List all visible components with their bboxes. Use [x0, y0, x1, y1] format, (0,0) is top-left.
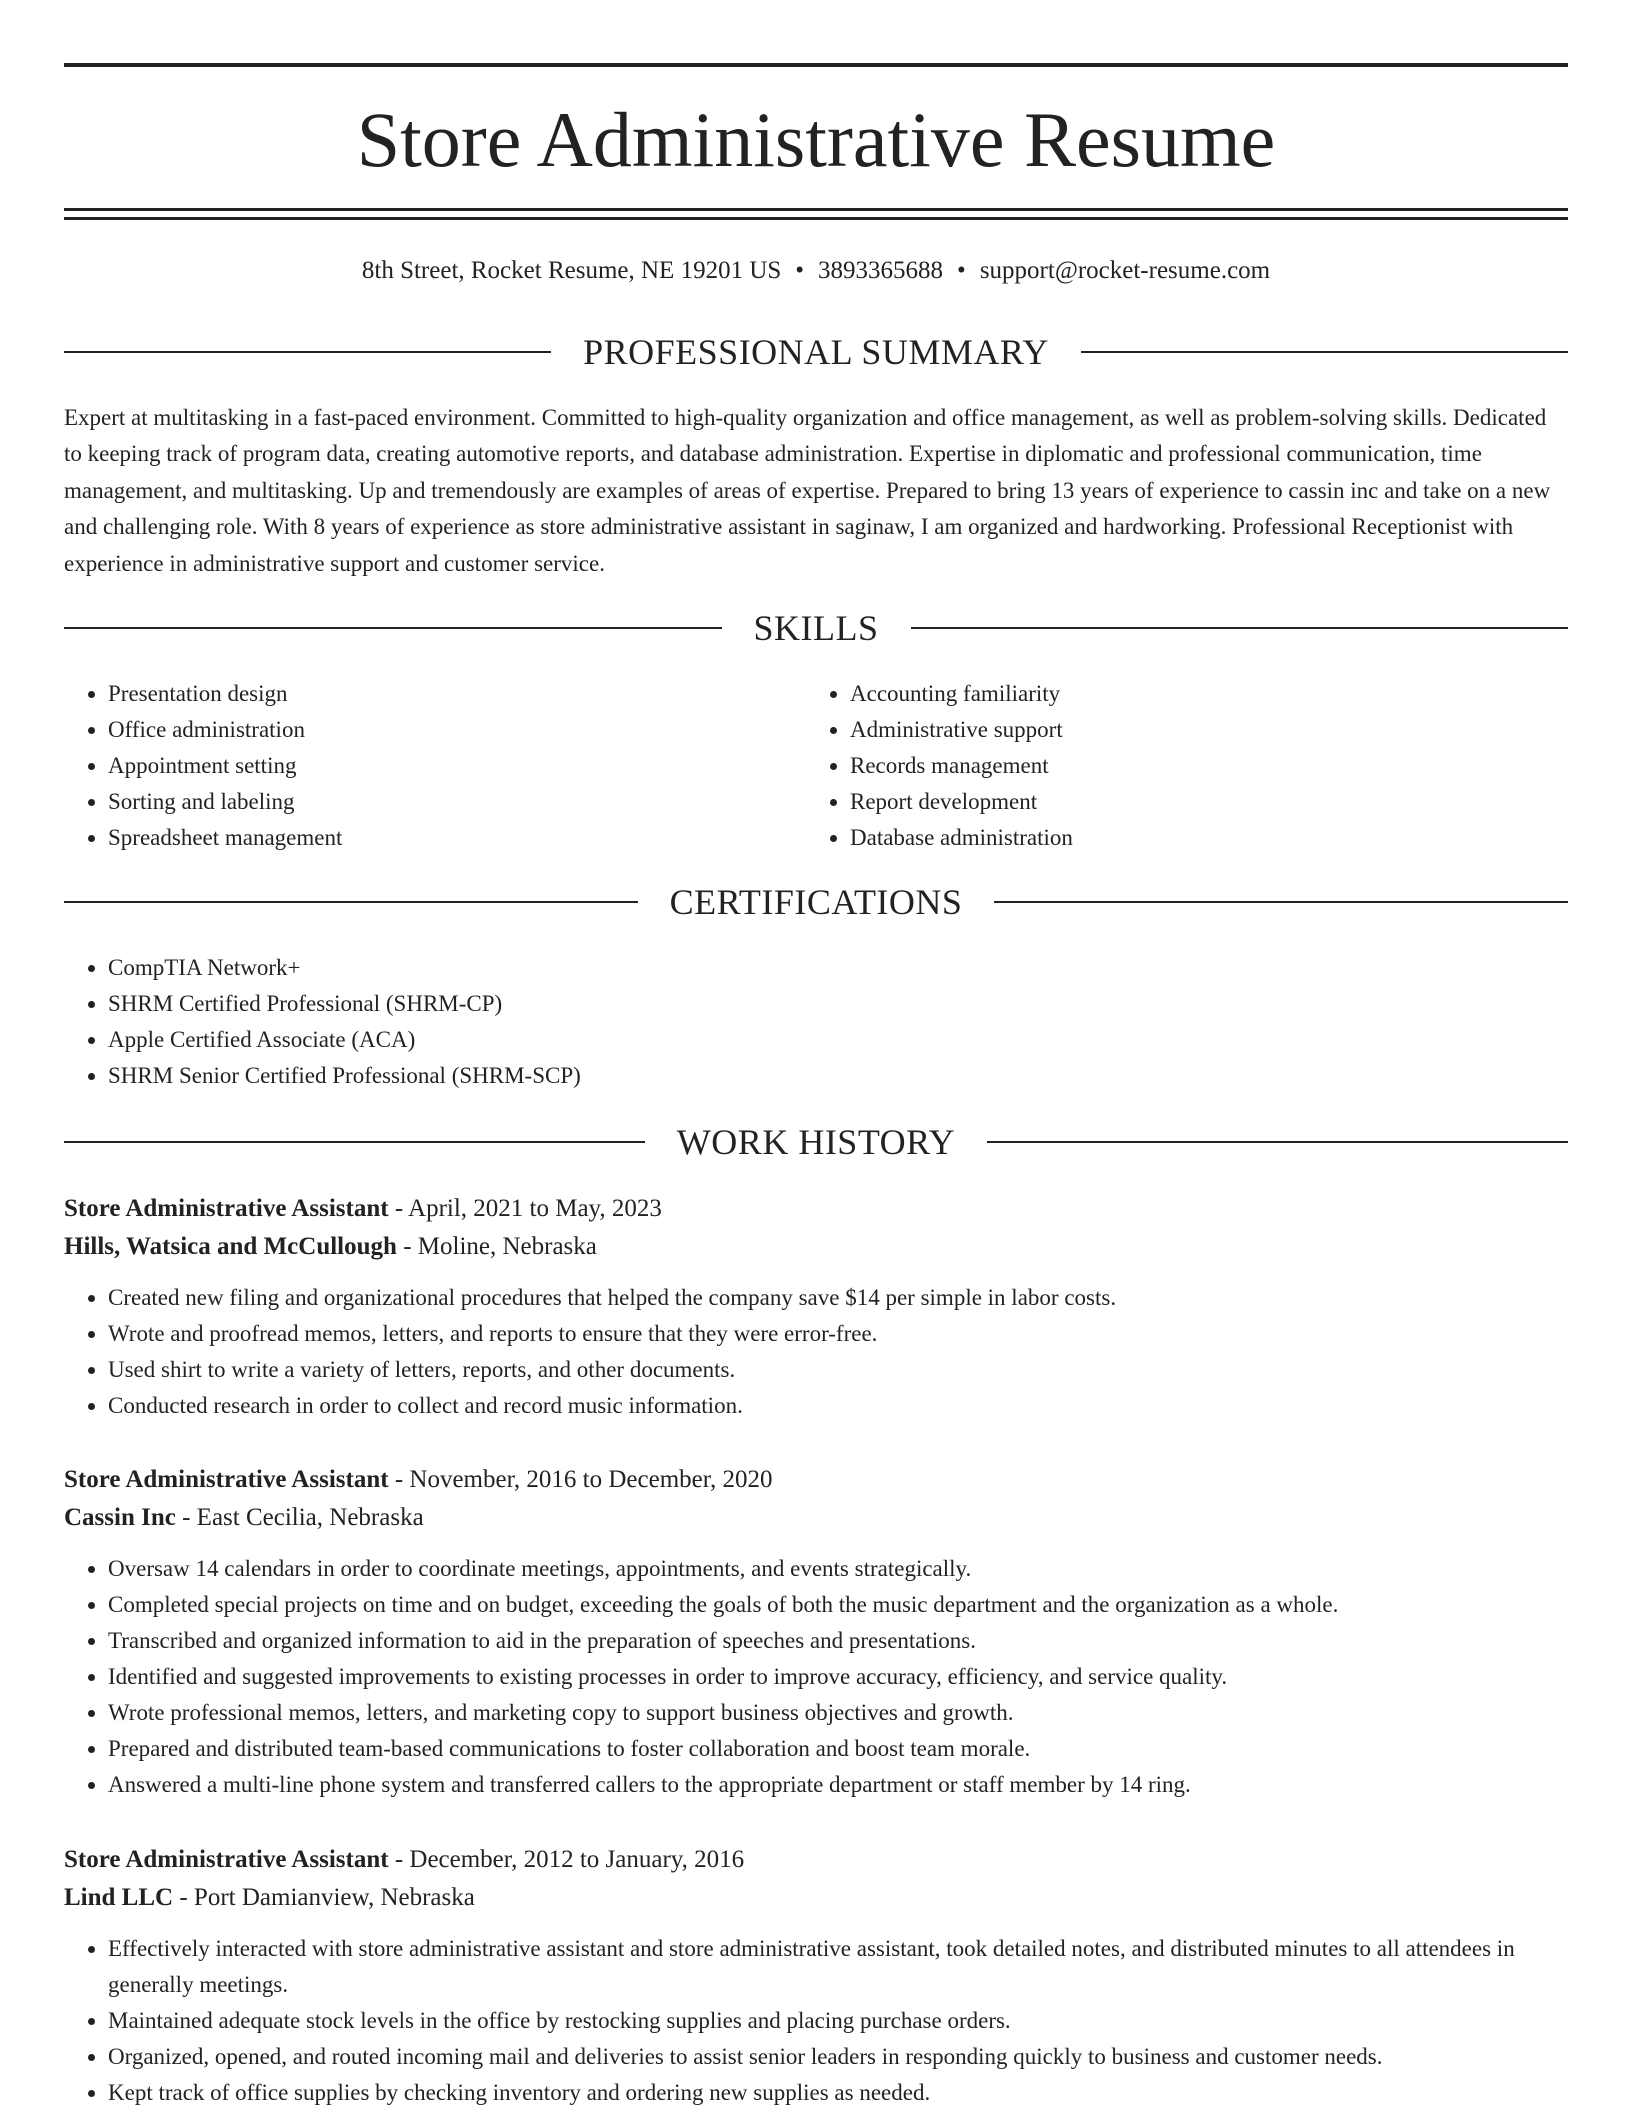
job-title: Store Administrative Assistant [64, 1466, 389, 1493]
job-dates: December, 2012 to January, 2016 [409, 1846, 745, 1873]
contact-line [64, 254, 1568, 288]
skills-column-left [64, 676, 806, 856]
certification-item: • SHRM Senior Certified Professional (SHRM-SCP) [108, 1058, 1568, 1094]
job-company: Lind LLC [64, 1884, 174, 1911]
heading-rule-right [987, 1141, 1568, 1143]
job-bullets [64, 1931, 1568, 2111]
summary-heading-label: PROFESSIONAL SUMMARY [583, 332, 1049, 372]
certifications-heading [64, 882, 1568, 922]
job-bullet: • Effectively interacted with store administrative assistant and store administrative assistant, took detailed notes, and distributed minutes to all attendees in generally meetings. [108, 1931, 1568, 2003]
heading-rule-right [1081, 351, 1568, 353]
job-bullet: • Created new filing and organizational procedures that helped the company save $14 per simple in labor costs. [108, 1280, 1568, 1316]
work-history-heading-label: WORK HISTORY [676, 1122, 956, 1162]
job-bullet: • Wrote professional memos, letters, and marketing copy to support business objectives and growth. [108, 1695, 1568, 1731]
skill-item: • Spreadsheet management [108, 820, 806, 856]
job-dash: - [173, 1884, 194, 1911]
job-entry [64, 1461, 1568, 1803]
job-title: Store Administrative Assistant [64, 1846, 389, 1873]
job-bullet: • Transcribed and organized information to aid in the preparation of speeches and presentations. [108, 1623, 1568, 1659]
certifications-heading-label: CERTIFICATIONS [669, 882, 963, 922]
job-company-line [64, 1879, 1568, 1917]
job-bullet: • Identified and suggested improvements to existing processes in order to improve accuracy, efficiency, and service quality. [108, 1659, 1568, 1695]
job-dash: - [388, 1846, 410, 1873]
job-location: Moline, Nebraska [417, 1233, 597, 1260]
job-entry [64, 1190, 1568, 1424]
job-bullet: • Prepared and distributed team-based communications to foster collaboration and boost team morale. [108, 1731, 1568, 1767]
certifications-list [64, 950, 1568, 1094]
job-bullet: • Organized, opened, and routed incoming mail and deliveries to assist senior leaders in responding quickly to business and customer needs. [108, 2039, 1568, 2075]
job-company: Cassin Inc [64, 1504, 176, 1531]
certification-item: • CompTIA Network+ [108, 950, 1568, 986]
summary-text: Expert at multitasking in a fast-paced environment. Committed to high-quality organization and office management, as well as problem-solving skills. Dedicated to keeping track of program data, creating automotive reports, and database administration. Expertise in diplomatic and professional communication, time management, and multitasking. Up and tremendously are examples of areas of expertise. Prepared to bring 13 years of experience to cassin inc and take on a new and challenging role. With 8 years of experience as store administrative assistant in saginaw, I am organized and hardworking. Professional Receptionist with experience in administrative support and customer service. [64, 405, 1551, 576]
skills-heading-label: SKILLS [753, 608, 879, 648]
job-location: Port Damianview, Nebraska [193, 1884, 475, 1911]
job-entry [64, 1841, 1568, 2111]
heading-rule-left [64, 627, 722, 629]
job-dash: - [175, 1504, 197, 1531]
job-company-line [64, 1499, 1568, 1537]
skill-item: • Office administration [108, 712, 806, 748]
skill-item: • Report development [850, 784, 1548, 820]
contact-email: support@rocket-resume.com [979, 257, 1271, 284]
skill-item: • Records management [850, 748, 1548, 784]
skills-column-right [806, 676, 1548, 856]
job-bullet: • Kept track of office supplies by checking inventory and ordering new supplies as needed. [108, 2075, 1568, 2111]
title-double-rule [64, 208, 1568, 220]
skill-item: • Administrative support [850, 712, 1548, 748]
job-dash: - [396, 1233, 418, 1260]
contact-separator: • [957, 257, 966, 284]
heading-rule-left [64, 901, 638, 903]
job-company-line [64, 1228, 1568, 1266]
job-company: Hills, Watsica and McCullough [64, 1233, 397, 1260]
job-bullets [64, 1280, 1568, 1424]
job-location: East Cecilia, Nebraska [196, 1504, 424, 1531]
job-dates: April, 2021 to May, 2023 [408, 1195, 662, 1222]
resume-title: Store Administrative Resume [356, 96, 1276, 183]
job-bullet: • Used shirt to write a variety of letters, reports, and other documents. [108, 1352, 1568, 1388]
certification-item: • SHRM Certified Professional (SHRM-CP) [108, 986, 1568, 1022]
job-bullet: • Oversaw 14 calendars in order to coordinate meetings, appointments, and events strategically. [108, 1551, 1568, 1587]
skill-item: • Presentation design [108, 676, 806, 712]
summary-heading [64, 332, 1568, 372]
skills-list [64, 676, 1568, 856]
job-bullet: • Completed special projects on time and on budget, exceeding the goals of both the music department and the organization as a whole. [108, 1587, 1568, 1623]
heading-rule-right [911, 627, 1569, 629]
job-title-line [64, 1841, 1568, 1879]
heading-rule-left [64, 351, 551, 353]
top-rule [64, 63, 1568, 67]
job-title-line [64, 1190, 1568, 1228]
job-bullet: • Conducted research in order to collect and record music information. [108, 1388, 1568, 1424]
heading-rule-right [994, 901, 1568, 903]
job-bullet: • Maintained adequate stock levels in the office by restocking supplies and placing purchase orders. [108, 2003, 1568, 2039]
job-bullets [64, 1551, 1568, 1803]
skill-item: • Sorting and labeling [108, 784, 806, 820]
job-bullet: • Wrote and proofread memos, letters, and reports to ensure that they were error-free. [108, 1316, 1568, 1352]
job-bullet: • Answered a multi-line phone system and transferred callers to the appropriate department or staff member by 14 ring. [108, 1767, 1568, 1803]
job-dates: November, 2016 to December, 2020 [409, 1466, 773, 1493]
skill-item: • Appointment setting [108, 748, 806, 784]
certification-item: • Apple Certified Associate (ACA) [108, 1022, 1568, 1058]
heading-rule-left [64, 1141, 645, 1143]
skills-heading [64, 608, 1568, 648]
job-title: Store Administrative Assistant [64, 1195, 389, 1222]
contact-address: 8th Street, Rocket Resume, NE 19201 US [361, 257, 782, 284]
work-history-heading [64, 1122, 1568, 1162]
contact-separator: • [795, 257, 805, 284]
job-dash: - [388, 1466, 410, 1493]
skill-item: • Accounting familiarity [850, 676, 1548, 712]
job-dash: - [388, 1195, 409, 1222]
job-title-line [64, 1461, 1568, 1499]
contact-phone: 3893365688 [818, 257, 944, 284]
skill-item: • Database administration [850, 820, 1548, 856]
